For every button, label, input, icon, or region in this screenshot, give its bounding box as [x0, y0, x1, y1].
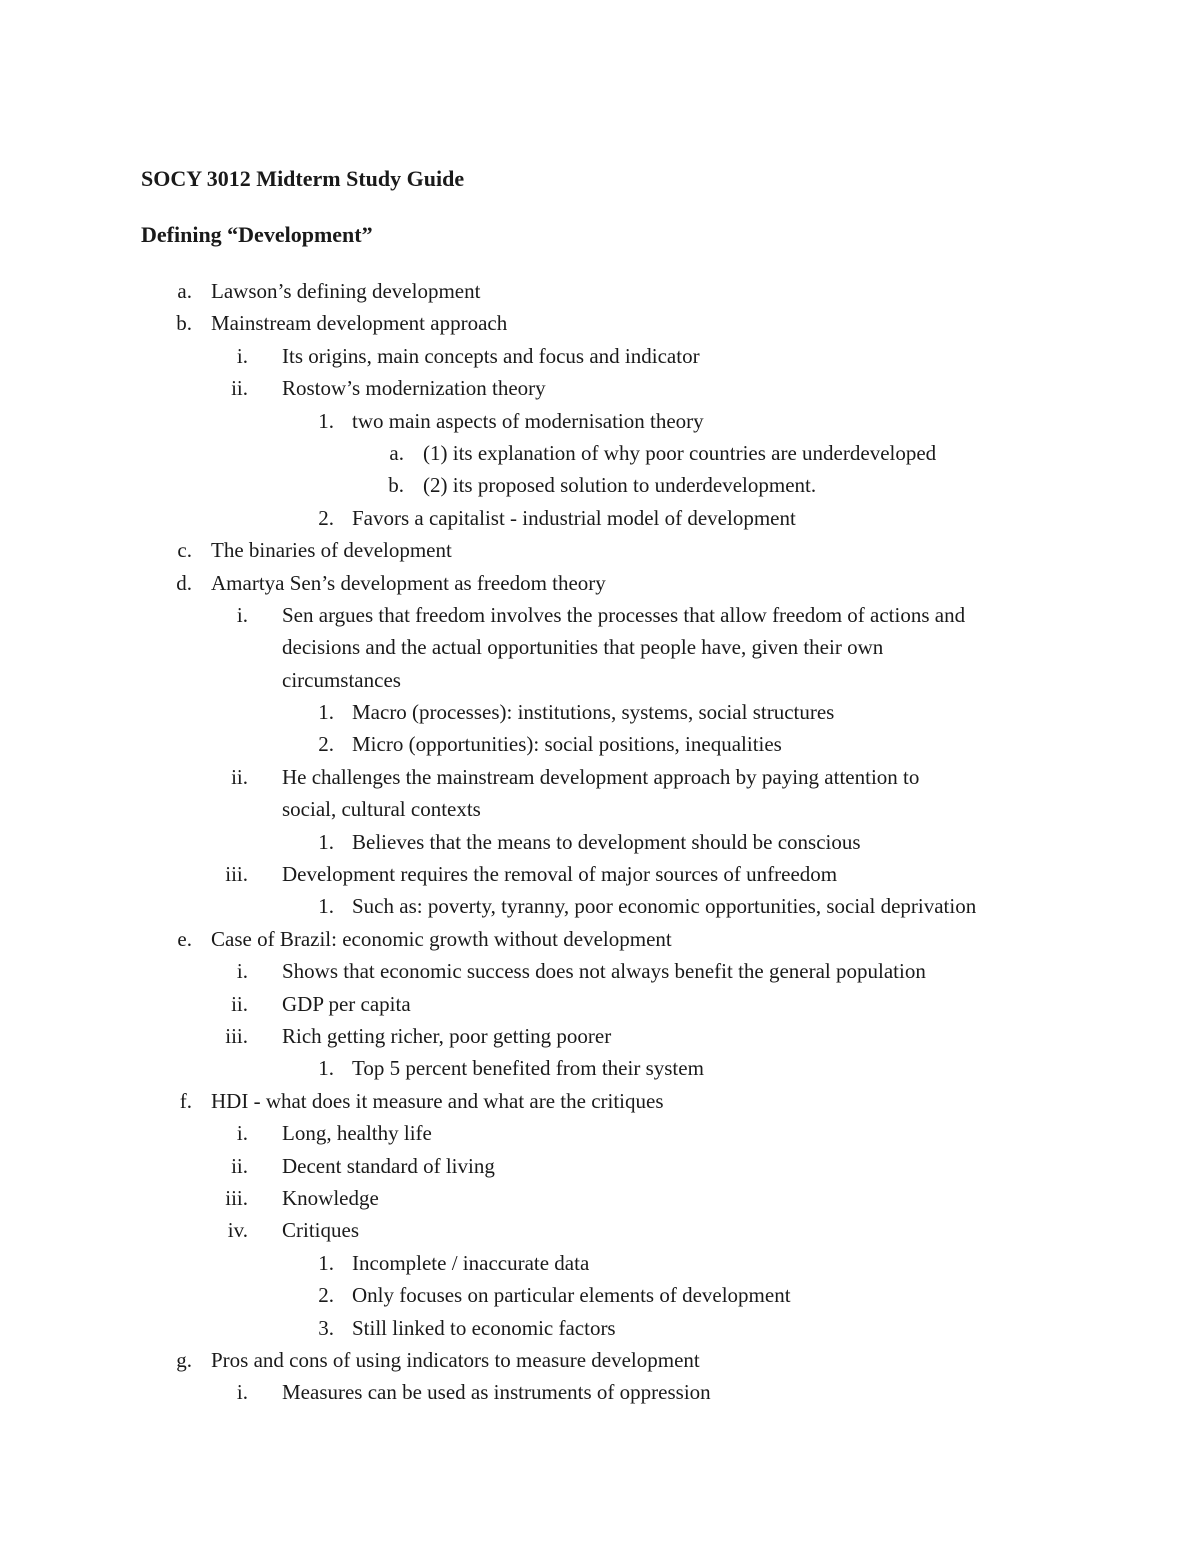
section-heading: Defining “Development”: [141, 222, 373, 247]
outline-item: [0, 469, 1200, 501]
outline-item-text: Amartya Sen’s development as freedom theory: [211, 570, 606, 595]
outline-item: [0, 988, 1200, 1020]
outline-item: [0, 923, 1200, 955]
outline-item-text: Mainstream development approach: [211, 311, 508, 336]
outline-item: [0, 437, 1200, 469]
outline-item-marker: 1.: [318, 408, 334, 433]
outline-item: [0, 728, 1200, 760]
outline-item-marker: ii.: [231, 991, 248, 1016]
outline-item-marker: 1.: [318, 1250, 334, 1275]
outline-item-text: Shows that economic success does not always benefit the general population: [282, 959, 926, 984]
outline-item-marker: 3.: [318, 1315, 334, 1340]
outline-item: [0, 1052, 1200, 1084]
outline-item-text: Case of Brazil: economic growth without development: [211, 926, 672, 951]
outline-item: [0, 1344, 1200, 1376]
outline-item-text: Lawson’s defining development: [211, 279, 481, 303]
outline-item-marker: iii.: [225, 1023, 248, 1048]
outline-item: [0, 502, 1200, 534]
outline-item-text: Believes that the means to development should be conscious: [352, 829, 861, 854]
outline-item-text: Rostow’s modernization theory: [282, 376, 546, 401]
outline-item-text: Macro (processes): institutions, systems, social structures: [352, 700, 835, 725]
outline-item-text: Sen argues that freedom involves the processes that allow freedom of actions and: [282, 602, 966, 627]
outline-item-marker: i.: [236, 959, 248, 984]
outline-item-marker: 1.: [318, 700, 334, 725]
outline-item-text: Only focuses on particular elements of development: [352, 1283, 791, 1308]
outline-item-marker: iii.: [225, 1185, 248, 1210]
outline-item-marker: ii.: [231, 1153, 248, 1178]
outline-item-text: Long, healthy life: [282, 1121, 432, 1146]
outline-item-marker: d.: [176, 570, 192, 595]
outline-item-marker: 1.: [318, 1056, 334, 1081]
outline-item-text: (1) its explanation of why poor countries are underdeveloped: [423, 440, 937, 465]
outline-item: [0, 307, 1200, 339]
outline-item-text: Favors a capitalist - industrial model of development: [352, 505, 796, 530]
outline-item-marker: a.: [389, 440, 404, 465]
outline-item: [0, 696, 1200, 728]
outline-item: [0, 275, 1200, 307]
outline-item: [0, 1182, 1200, 1214]
outline-item-text: Micro (opportunities): social positions, inequalities: [352, 732, 782, 757]
outline-item: [0, 955, 1200, 987]
outline-item-text: Knowledge: [282, 1185, 379, 1210]
outline-item-text: Decent standard of living: [282, 1153, 495, 1178]
outline-item-marker: i.: [236, 1121, 248, 1146]
outline-item-marker: i.: [236, 602, 248, 627]
outline-item: [0, 826, 1200, 858]
outline-item: [0, 1150, 1200, 1182]
outline-item: [0, 372, 1200, 404]
outline-item-text: HDI - what does it measure and what are the critiques: [211, 1088, 664, 1113]
outline-item-text: Still linked to economic factors: [352, 1315, 616, 1340]
outline-item: [0, 405, 1200, 437]
outline-item-marker: i.: [236, 343, 248, 368]
outline-item: [0, 1279, 1200, 1311]
outline-item-text: GDP per capita: [282, 991, 411, 1016]
outline-item-text: decisions and the actual opportunities that people have, given their own: [282, 635, 884, 660]
outline-item-marker: iii.: [225, 862, 248, 887]
outline-item: [0, 858, 1200, 890]
outline-item-marker: ii.: [231, 764, 248, 789]
outline-item: [0, 1214, 1200, 1246]
outline-item: [0, 664, 1200, 696]
study-guide-outline: [0, 275, 1200, 1409]
outline-item: [0, 1117, 1200, 1149]
outline-item-marker: ii.: [231, 376, 248, 401]
outline-item-marker: 1.: [318, 829, 334, 854]
outline-item-text: Incomplete / inaccurate data: [352, 1250, 590, 1275]
outline-item-marker: b.: [388, 473, 404, 498]
outline-item: [0, 534, 1200, 566]
outline-item-text: Measures can be used as instruments of oppression: [282, 1380, 711, 1405]
outline-item-text: He challenges the mainstream development approach by paying attention to: [282, 764, 920, 789]
outline-item: [0, 567, 1200, 599]
outline-item-marker: f.: [179, 1088, 192, 1113]
outline-item-marker: b.: [176, 311, 192, 336]
outline-item-text: Top 5 percent benefited from their system: [352, 1056, 704, 1081]
outline-item: [0, 1312, 1200, 1344]
outline-item-marker: 2.: [318, 732, 334, 757]
outline-item-marker: 1.: [318, 894, 334, 919]
outline-item-marker: c.: [177, 538, 192, 563]
outline-item: [0, 599, 1200, 631]
outline-item-text: circumstances: [282, 667, 401, 692]
outline-item-marker: 2.: [318, 1283, 334, 1308]
outline-item-marker: e.: [177, 926, 192, 951]
outline-item: [0, 631, 1200, 663]
outline-item: [0, 340, 1200, 372]
outline-item-text: Rich getting richer, poor getting poorer: [282, 1023, 612, 1048]
outline-item-text: social, cultural contexts: [282, 797, 481, 822]
outline-item: [0, 761, 1200, 793]
outline-item-text: two main aspects of modernisation theory: [352, 408, 704, 433]
outline-item-marker: iv.: [227, 1218, 248, 1243]
outline-item-marker: 2.: [318, 505, 334, 530]
outline-item-text: Development requires the removal of major sources of unfreedom: [282, 862, 838, 887]
outline-item-marker: a.: [177, 279, 192, 303]
document-title: SOCY 3012 Midterm Study Guide: [141, 166, 465, 191]
outline-item-text: Such as: poverty, tyranny, poor economic opportunities, social deprivation: [352, 894, 977, 919]
outline-item: [0, 890, 1200, 922]
outline-item: [0, 1376, 1200, 1408]
outline-item: [0, 1020, 1200, 1052]
outline-item-text: Its origins, main concepts and focus and indicator: [282, 343, 700, 368]
outline-item-marker: g.: [176, 1347, 192, 1372]
outline-item-text: Critiques: [282, 1218, 359, 1243]
outline-item-text: The binaries of development: [211, 538, 452, 563]
outline-item-text: (2) its proposed solution to underdevelopment.: [423, 473, 817, 498]
outline-item: [0, 1247, 1200, 1279]
outline-item: [0, 793, 1200, 825]
outline-item-marker: i.: [236, 1380, 248, 1405]
outline-item-text: Pros and cons of using indicators to measure development: [211, 1347, 700, 1372]
outline-item: [0, 1085, 1200, 1117]
